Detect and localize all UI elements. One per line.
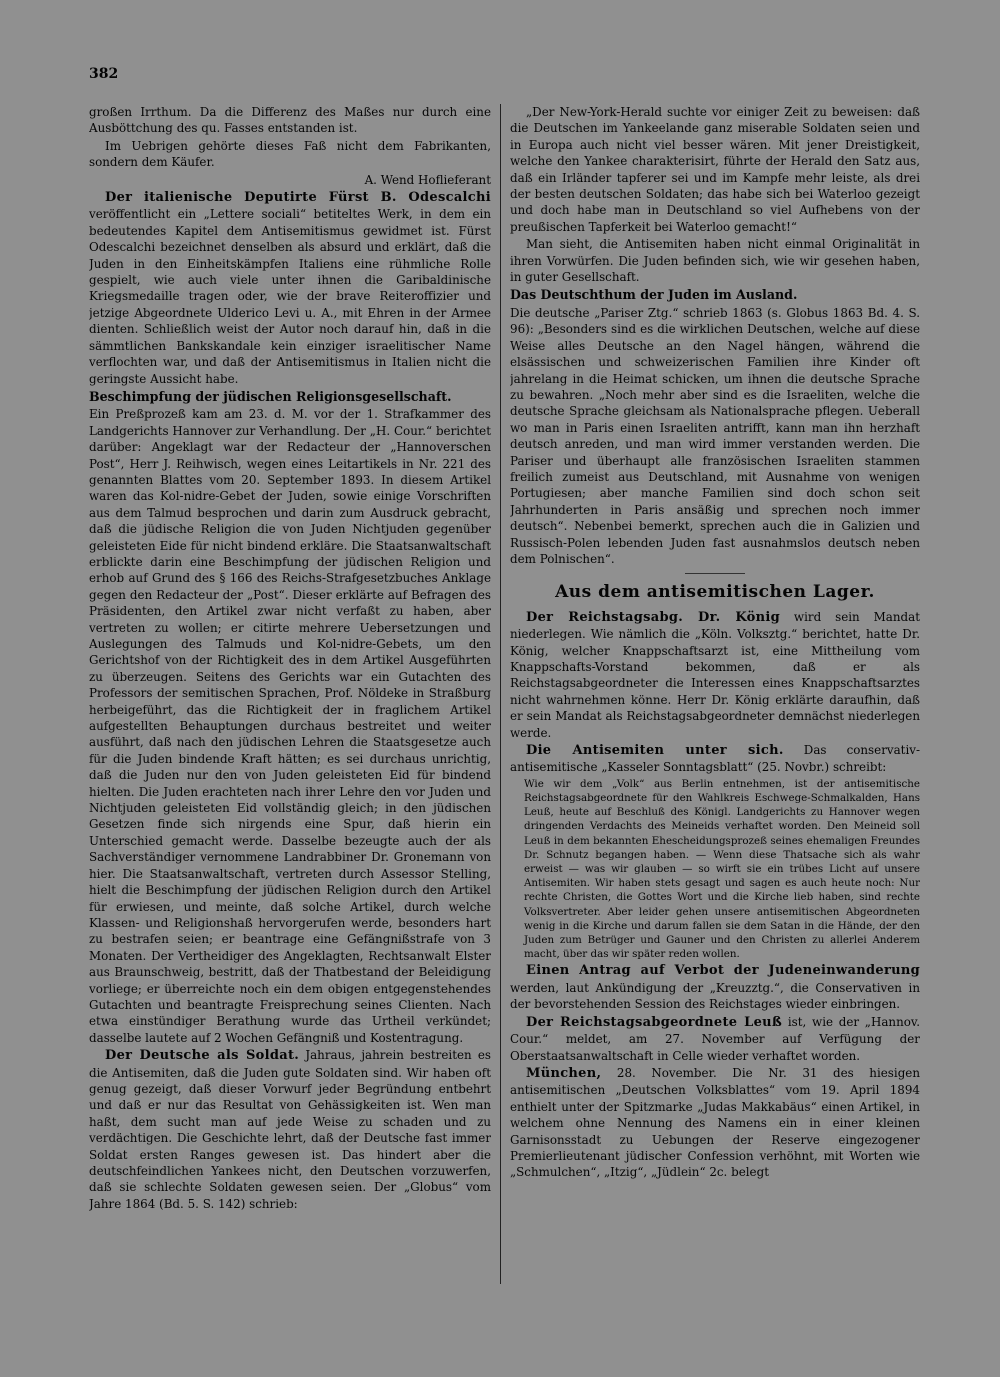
quote-paragraph: „Der New-York-Herald suchte vor einiger Zeit zu beweisen: daß die Deutschen im Yankeelande ganz miserable Soldaten seien und in Europa auch nicht viel besser wären. Mit jener Dreistigkeit, welche den Yankee charakterisirt, führte der Herald den Satz aus, daß ein Irländer tapferer sei und im Kampfe mehr leiste, als drei der besten deutschen Soldaten; das habe sich bei Waterloo gezeigt und doch habe man in Deutschland so viel Aufhebens von der preußischen Tapferkeit bei Waterloo gemacht!“	[510, 105, 920, 234]
section-title: Aus dem antisemitischen Lager.	[555, 582, 875, 603]
article-lead: Der Reichstagsabg. Dr. König	[526, 609, 781, 625]
paragraph: großen Irrthum. Da die Differenz des Maßes nur durch eine Ausböttchung des qu. Fasses entstanden ist.	[89, 105, 491, 136]
article-lead: Die Antisemiten unter sich.	[526, 743, 784, 759]
article-lead: Der Deutsche als Soldat.	[105, 1048, 300, 1064]
left-column	[89, 104, 491, 1284]
article-text: veröffentlicht ein „Lettere sociali“ betiteltes Werk, in dem ein bedeutendes Kapitel dem Antisemitismus gewidmet ist. Fürst Odescalchi bezeichnet denselben als absurd und erklärt, daß die Juden in den Einheitskämpfen Italiens eine rühmliche Rolle gespielt, wie auch viele unter ihnen die Garibaldinische Kriegsmedaille tragen oder, wie der brave Reiteroffizier und jetzige Abgeordnete Ulderico Levi u. A., mit Ehren in der Armee dienten. Schließlich weist der Autor noch darauf hin, daß in die sämmtlichen Bankskandale kein einziger israelitischer Name verflochten war, und daß der Antisemitismus in Italien nicht die geringste Aussicht habe.	[89, 207, 491, 386]
article-lead: München,	[526, 1065, 602, 1081]
column-divider	[500, 104, 501, 1284]
page-number: 382	[89, 66, 119, 82]
paragraph: Man sieht, die Antisemiten haben nicht einmal Originalität in ihren Vorwürfen. Die Juden befinden sich, wie wir gesehen haben, in guter Gesellschaft.	[510, 237, 920, 285]
article-lead: Einen Antrag auf Verbot der Judeneinwanderung	[526, 963, 920, 979]
article-text: 28. November. Die Nr. 31 des hiesigen antisemitischen „Deutschen Volksblattes“ vom 19. April 1894 enthielt unter der Spitzmarke „Judas Makkabäus“ einen Artikel, in welchem ohne Nennung des Namens ein in einer kleinen Garnisonsstadt zu Uebungen der Reserve eingezogener Premierlieutenant jüdischer Confession verhöhnt, mit Worten wie „Schmulchen“, „Itzig“, „Jüdlein“ 2c. belegt	[510, 1065, 920, 1180]
quoted-block: Wie wir dem „Volk“ aus Berlin entnehmen, ist der antisemitische Reichstagsabgeordnete für den Wahlkreis Eschwege-Schmalkalden, Hans Leuß, heute auf Beschluß des Königl. Landgerichts zu Hannover wegen dringenden Verdachts des Meineids verhaftet worden. Den Meineid soll Leuß in dem bekannten Ehescheidungsprozeß seines ehemaligen Freundes Dr. Schnutz begangen haben. — Wenn diese Thatsache sich als wahr erweist — was wir glauben — so wirft sie ein trübes Licht auf unsere Antisemiten. Wir haben stets gesagt und sagen es auch heute noch: Nur rechte Christen, die Gottes Wort und die Kirche lieb haben, sind rechte Volksvertreter. Aber leider gehen unsere antisemitischen Abgeordneten wenig in die Kirche und darum fallen sie dem Satan in die Hände, der den Juden zum Betrüger und Gauner und den Christen zu allerlei Anderem macht, über das wir später reden wollen.	[524, 777, 920, 961]
article-soldat	[89, 1047, 491, 1212]
right-column	[510, 104, 920, 1284]
article-text: Ein Preßprozeß kam am 23. d. M. vor der 1. Strafkammer des Landgerichts Hannover zur Verhandlung. Der „H. Cour.“ berichtet darüber: Angeklagt war der Redacteur der „Hannoverschen Post“, Herr J. Reihwisch, wegen eines Leitartikels in Nr. 221 des genannten Blattes vom 20. September 1893. In diesem Artikel waren das Kol-nidre-Gebet der Juden, sowie einige Vorschriften aus dem Talmud besprochen und darin zum Ausdruck gebracht, daß die jüdische Religion die von Juden Nichtjuden gegenüber geleisteten Eide für nicht bindend erkläre. Die Staatsanwaltschaft erblickte darin eine Beschimpfung der jüdischen Religion und erhob auf Grund des § 166 des Reichs-Strafgesetzbuches Anklage gegen den Redacteur der „Post“. Dieser erklärte auf Befragen des Präsidenten, den Artikel zwar nicht verfaßt zu haben, aber vertreten zu wollen; er citirte mehrere Uebersetzungen und Auslegungen des Talmuds und Kol-nidre-Gebets, um den Gerichtshof von der Richtigkeit des in dem Artikel Ausgeführten zu überzeugen. Seitens des Gerichts war ein Gutachten des Professors der semitischen Sprachen, Prof. Nöldeke in Straßburg herbeigeführt, das die Richtigkeit der in fraglichem Artikel aufgestellten Behauptungen durchaus bestreitet und weiter ausführt, daß nach den jüdischen Lehren die Staatsgesetze auch für die Juden bindende Kraft hätten; es sei durchaus unrichtig, daß die Juden nur den von Juden geleisteten Eid für bindend hielten. Die Juden erachteten nach ihrer Lehre den vor Juden und Nichtjuden geleisteten Eid vollständig gleich; in den jüdischen Gesetzen finde sich nirgends eine Spur, daß hierin ein Unterschied gemacht werde. Dasselbe bezeugte auch der als Sachverständiger vernommene Landrabbiner Dr. Gronemann von hier. Die Staatsanwaltschaft, vertreten durch Assessor Stelling, hielt die Beschimpfung der jüdischen Religion durch den Artikel für erwiesen, und meinte, daß solche Artikel, durch welche Klassen- und Religionshaß hervorgerufen werde, besonders hart zu bestrafen seien; er beantrage eine Gefängnißstrafe von 3 Monaten. Der Vertheidiger des Angeklagten, Rechtsanwalt Elster aus Braunschweig, bestritt, daß der Thatbestand der Beleidigung vorliege; er überreichte noch ein dem obigen entgegenstehendes Gutachten und beantragte Freisprechung seines Clienten. Nach etwa einstündiger Berathung wurde das Urtheil verkündet; dasselbe lautete auf 2 Wochen Gefängniß und Kostentragung.	[89, 407, 491, 1045]
paragraph-text: Im Uebrigen gehörte dieses Faß nicht dem Fabrikanten, sondern dem Käufer.	[89, 138, 491, 170]
article-text: Das conservativ-antisemitische „Kasseler Sonntagsblatt“ (25. Novbr.) schreibt:	[510, 743, 920, 775]
article-lead: Der Reichstagsabgeordnete Leuß	[526, 1014, 783, 1030]
article-text: ist, wie der „Hannov. Cour.“ meldet, am 27. November auf Verfügung der Oberstaatsanwaltschaft in Celle wieder verhaftet worden.	[510, 1014, 920, 1063]
article-lead: Der italienische Deputirte Fürst B. Odescalchi	[105, 190, 491, 206]
article-antrag	[510, 962, 920, 1012]
signature-line	[89, 172, 491, 188]
separator	[685, 573, 745, 574]
article-text: werden, laut Ankündigung der „Kreuzztg.“, die Conservativen in der bevorstehenden Session des Reichstages wieder einbringen.	[510, 980, 920, 1012]
signature: A. Wend Hoflieferant	[364, 172, 491, 187]
article-antisemiten	[510, 742, 920, 776]
article-leuss	[510, 1014, 920, 1064]
article-text: wird sein Mandat niederlegen. Wie nämlich die „Köln. Volksztg.“ berichtet, hatte Dr. König, welcher Knappschaftsarzt ist, eine Mittheilung vom Knappschafts-Vorstand bekommen, daß er als Reichstagsabgeordneter die Interessen eines Knappschaftsarztes nicht wahrnehmen könne. Herr Dr. König erklärte daraufhin, daß er sein Mandat als Reichstagsabgeordneter demnächst niederlegen werde.	[510, 609, 920, 740]
article-text: Jahraus, jahrein bestreiten es die Antisemiten, daß die Juden gute Soldaten sind. Wir haben oft genug gezeigt, daß dieser Vorwurf jeder Begründung entbehrt und daß er nur das Resultat von Gehässigkeiten ist. Wen man haßt, dem sucht man auf jede Weise zu schaden und zu verdächtigen. Die Geschichte lehrt, daß der Deutsche fast immer Soldat ersten Ranges gewesen ist. Das hindert aber die deutschfeindlichen Yankees nicht, den Deutschen vorzuwerfen, daß sie schlechte Soldaten gewesen seien. Der „Globus“ vom Jahre 1864 (Bd. 5. S. 142) schrieb:	[89, 1048, 491, 1211]
article-odescalchi	[89, 189, 491, 387]
article-heading: Das Deutschthum der Juden im Ausland.	[510, 287, 798, 303]
article-koenig	[510, 609, 920, 741]
article-heading: Beschimpfung der jüdischen Religionsgesellschaft.	[89, 388, 452, 404]
paragraph	[89, 138, 491, 171]
article-muenchen	[510, 1065, 920, 1181]
article-text: Die deutsche „Pariser Ztg.“ schrieb 1863 (s. Globus 1863 Bd. 4. S. 96): „Besonders sind es die wirklichen Deutschen, welche auf diese Weise alles Deutsche an den Nagel hängen, während die elsässischen und schweizerischen Familien ihre Kinder oft jahrelang in die Heimat schicken, um ihnen die deutsche Sprache zu bewahren. „Noch mehr aber sind es die Israeliten, welche die deutsche Sprache gleichsam als Nationalsprache pflegen. Ueberall wo man in Paris einen Israeliten antrifft, kann man ihn herzhaft deutsch anreden, und man wird immer verstanden werden. Die Pariser und überhaupt alle französischen Israeliten stammen freilich zumeist aus Deutschland, mit Ausnahme von wenigen Portugiesen; aber manche Familien sind doch schon seit Jahrhunderten in Paris ansäßig und sprechen noch immer deutsch“. Nebenbei bemerkt, sprechen auch die in Galizien und Russisch-Polen lebenden Juden fast ausnahmslos deutsch neben dem Polnischen“.	[510, 305, 920, 566]
